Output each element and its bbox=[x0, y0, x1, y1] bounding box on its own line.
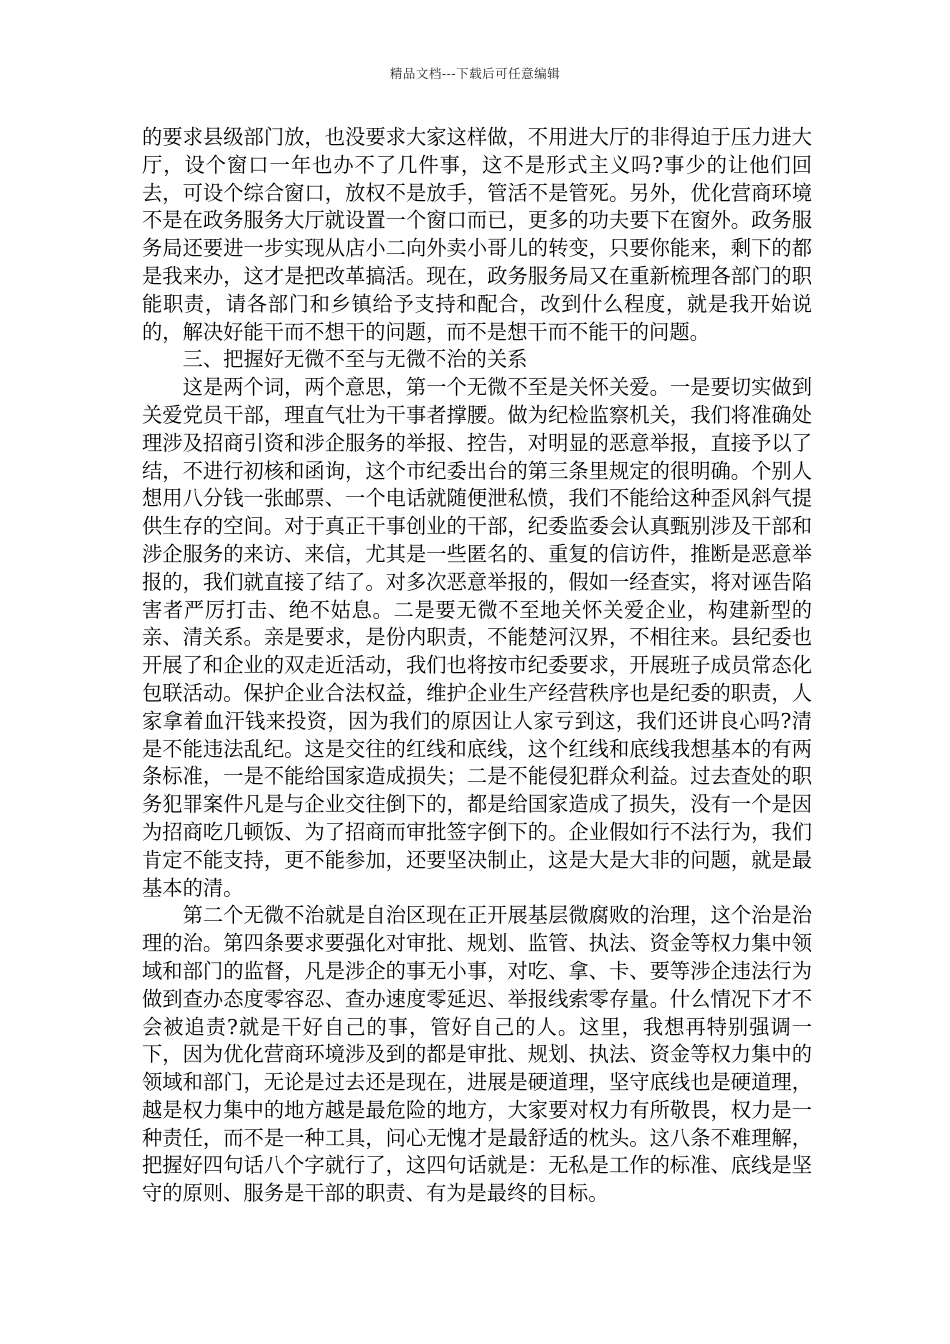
section-heading: 三、把握好无微不至与无微不治的关系 bbox=[182, 347, 528, 372]
page-header: 精品文档---下载后可任意编辑 bbox=[389, 66, 561, 81]
paragraph-2: 这是两个词，两个意思，第一个无微不至是关怀关爱。一是要切实做到关爱党员干部，理直气壮为干事者撑腰。做为纪检监察机关，我们将准确处理涉及招商引资和涉企服务的举报、控告，对明显的恶意举报，直接予以了结，不进行初核和函询，这个市纪委出台的第三条里规定的很明确。个别人想用八分钱一张邮票、一个电话就随便泄私愤，我们不能给这种歪风斜气提供生存的空间。对于真正干事创业的干部，纪委监委会认真甄别涉及干部和涉企服务的来访、来信，尤其是一些匿名的、重复的信访件，推断是恶意举报的，我们就直接了结了。对多次恶意举报的，假如一经查实，将对诬告陷害者严厉打击、绝不姑息。二是要无微不至地关怀关爱企业，构建新型的亲、清关系。亲是要求，是份内职责，不能楚河汉界，不相往来。县纪委也开展了和企业的双走近活动，我们也将按市纪委要求，开展班子成员常态化包联活动。保护企业合法权益，维护企业生产经营秩序也是纪委的职责，人家拿着血汗钱来投资，因为我们的原因让人家亏到这，我们还讲良心吗?清是不能违法乱纪。这是交往的红线和底线，这个红线和底线我想基本的有两条标准，一是不能给国家造成损失；二是不能侵犯群众利益。过去查处的职务犯罪案件凡是与企业交往倒下的，都是给国家造成了损失，没有一个是因为招商吃几顿饭、为了招商而审批签字倒下的。企业假如行不法行为，我们肯定不能支持，更不能参加，还要坚决制止，这是大是大非的问题，就是最基本的清。 bbox=[142, 375, 812, 900]
paragraph-3: 第二个无微不治就是自治区现在正开展基层微腐败的治理，这个治是治理的治。第四条要求要强化对审批、规划、监管、执法、资金等权力集中领域和部门的监督，凡是涉企的事无小事，对吃、拿、卡、要等涉企违法行为做到查办态度零容忍、查办速度零延迟、举报线索零存量。什么情况下才不会被追责?就是干好自己的事，管好自己的人。这里，我想再特别强调一下，因为优化营商环境涉及到的都是审批、规划、执法、资金等权力集中的领域和部门，无论是过去还是现在，进展是硬道理，坚守底线也是硬道理，越是权力集中的地方越是最危险的地方，大家要对权力有所敬畏，权力是一种责任，而不是一种工具，问心无愧才是最舒适的枕头。这八条不难理解，把握好四句话八个字就行了，这四句话就是：无私是工作的标准、底线是坚守的原则、服务是干部的职责、有为是最终的目标。 bbox=[142, 903, 812, 1206]
paragraph-1: 的要求县级部门放，也没要求大家这样做，不用进大厅的非得迫于压力进大厅，设个窗口一年也办不了几件事，这不是形式主义吗?事少的让他们回去，可设个综合窗口，放权不是放手，管活不是管死。另外，优化营商环境不是在政务服务大厅就设置一个窗口而已，更多的功夫要下在窗外。政务服务局还要进一步实现从店小二向外卖小哥儿的转变，只要你能来，剩下的都是我来办，这才是把改革搞活。现在，政务服务局又在重新梳理各部门的职能职责，请各部门和乡镇给予支持和配合，改到什么程度，就是我开始说的，解决好能干而不想干的问题，而不是想干而不能干的问题。 bbox=[142, 125, 812, 344]
document-body bbox=[142, 124, 812, 1208]
